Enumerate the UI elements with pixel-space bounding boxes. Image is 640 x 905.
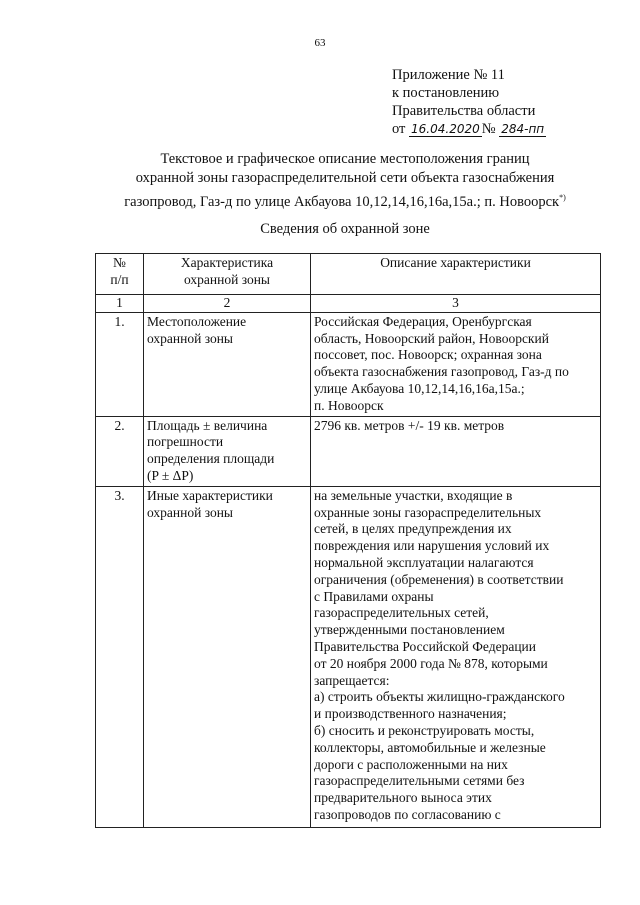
text-line: газопроводов по согласованию с: [314, 806, 501, 822]
date-prefix: от: [392, 121, 406, 137]
appendix-block: [392, 66, 546, 138]
row-description: [311, 486, 601, 827]
text-line: охранной зоны: [147, 330, 234, 346]
row-characteristic: [144, 312, 311, 416]
row-description: [311, 416, 601, 486]
header-characteristic-line: охранной зоны: [183, 271, 270, 287]
text-line: охранной зоны: [147, 504, 234, 520]
header-num: [96, 254, 144, 295]
header-description: Описание характеристики: [311, 254, 601, 295]
text-line: с Правилами охраны: [314, 588, 434, 604]
text-line: п. Новоорск: [314, 397, 384, 413]
text-line: определения площади: [147, 451, 275, 467]
table-row: [96, 312, 601, 416]
text-line: б) сносить и реконструировать мосты,: [314, 722, 535, 738]
text-line: повреждения или нарушения условий их: [314, 538, 550, 554]
protection-zone-table: [95, 253, 601, 828]
text-line: а) строить объекты жилищно-гражданского: [314, 689, 565, 705]
text-line: Российская Федерация, Оренбургская: [314, 313, 532, 329]
column-number: 1: [96, 295, 144, 313]
table-header-row: [96, 254, 601, 295]
title-line-1: Текстовое и графическое описание местоположения границ: [160, 151, 530, 167]
text-line: утвержденными постановлением: [314, 622, 505, 638]
appendix-title: Приложение № 11: [392, 67, 505, 83]
text-line: дороги с расположенными на них: [314, 756, 508, 772]
row-characteristic: [144, 486, 311, 827]
text-line: охранные зоны газораспределительных: [314, 504, 542, 520]
header-num-line: №: [113, 255, 126, 270]
title-line-3: [0, 188, 640, 212]
text-line: от 20 ноября 2000 года № 878, которыми: [314, 655, 548, 671]
text-line: Местоположение: [147, 313, 247, 329]
text-line: предварительного выноса этих: [314, 790, 492, 806]
text-line: область, Новоорский район, Новоорский: [314, 330, 549, 346]
handwritten-date: 16.04.2020: [411, 122, 480, 136]
text-line: улице Акбауова 10,12,14,16,16а,15а.;: [314, 380, 525, 396]
table-row: [96, 486, 601, 827]
header-num-line: п/п: [110, 271, 129, 287]
text-line: и производственного назначения;: [314, 706, 507, 722]
header-characteristic: [144, 254, 311, 295]
section-subtitle: Сведения об охранной зоне: [260, 221, 430, 237]
text-line: Иные характеристики: [147, 487, 273, 503]
text-line: газораспределительных сетей,: [314, 605, 489, 621]
text-line: (P ± ΔP): [147, 467, 194, 483]
title-footnote: *): [559, 193, 566, 202]
text-line: на земельные участки, входящие в: [314, 487, 513, 503]
column-number: 3: [311, 295, 601, 313]
row-number: 2.: [96, 416, 144, 486]
text-line: запрещается:: [314, 672, 390, 688]
document-title: [0, 150, 640, 212]
text-line: коллекторы, автомобильные и железные: [314, 739, 546, 755]
number-sign: №: [481, 121, 496, 137]
title-line-2: охранной зоны газораспределительной сети объекта газоснабжения: [135, 170, 555, 186]
page-number: 63: [314, 37, 326, 49]
row-number: 1.: [96, 312, 144, 416]
appendix-date-line: [392, 120, 546, 138]
text-line: погрешности: [147, 434, 224, 450]
header-characteristic-line: Характеристика: [180, 255, 274, 270]
handwritten-number: 284-пп: [501, 122, 545, 136]
column-number: 2: [144, 295, 311, 313]
row-description: [311, 312, 601, 416]
text-line: объекта газоснабжения газопровод, Газ-д по: [314, 364, 569, 380]
text-line: Площадь ± величина: [147, 417, 268, 433]
table-row: [96, 416, 601, 486]
appendix-government: Правительства области: [392, 103, 536, 119]
text-line: 2796 кв. метров +/- 19 кв. метров: [314, 417, 505, 433]
text-line: газораспределительными сетями без: [314, 773, 525, 789]
text-line: поссовет, пос. Новоорск; охранная зона: [314, 347, 542, 363]
column-number-row: [96, 295, 601, 313]
row-number: 3.: [96, 486, 144, 827]
appendix-resolution: к постановлению: [392, 85, 500, 101]
text-line: сетей, в целях предупреждения их: [314, 521, 512, 537]
row-characteristic: [144, 416, 311, 486]
text-line: Правительства Российской Федерации: [314, 638, 536, 654]
text-line: ограничения (обременения) в соответствии: [314, 571, 564, 587]
text-line: нормальной эксплуатации налагаются: [314, 554, 534, 570]
title-line-3-text: газопровод, Газ-д по улице Акбауова 10,12,14,16,16а,15а.; п. Новоорск: [124, 193, 560, 210]
